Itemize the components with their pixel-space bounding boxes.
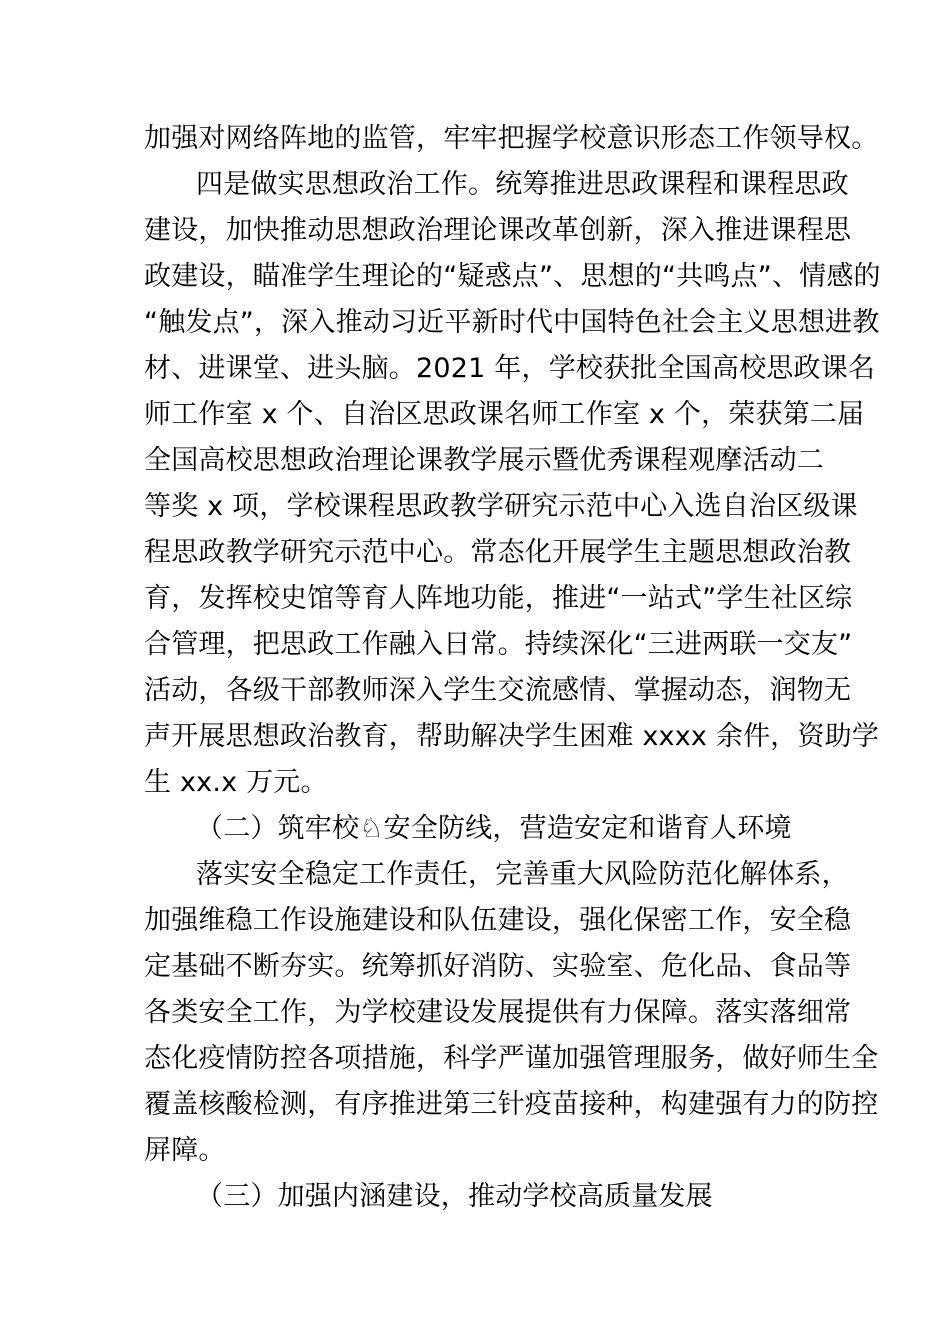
text-line: 屏障。 [144,1135,226,1166]
text-line: 育，发挥校史馆等育人阵地功能，推进“一站式”学生社区综 [144,583,853,614]
text-line: 等奖 x 项，学校课程思政教学研究示范中心入选自治区级课 [144,491,858,522]
text-line: 四是做实思想政治工作。统筹推进思政课程和课程思政 [196,169,849,200]
text-line: 各类安全工作，为学校建设发展提供有力保障。落实落细常 [144,997,852,1028]
text-line: 加强维稳工作设施建设和队伍建设，强化保密工作，安全稳 [144,905,852,936]
text-line: 落实安全稳定工作责任，完善重大风险防范化解体系， [196,859,849,890]
text-line: 合管理，把思政工作融入日常。持续深化“三进两联一交友” [144,629,853,660]
text-line: 生 xx.x 万元。 [144,767,328,798]
text-line: 定基础不断夯实。统筹抓好消防、实验室、危化品、食品等 [144,951,852,982]
section-heading: （三）加强内涵建设，推动学校高质量发展 [196,1181,713,1212]
text-line: 覆盖核酸检测，有序推进第三针疫苗接种，构建强有力的防控 [144,1089,879,1120]
text-line: 声开展思想政治教育，帮助解决学生困难 xxxx 余件，资助学 [144,721,880,752]
text-line: 程思政教学研究示范中心。常态化开展学生主题思想政治教 [144,537,852,568]
text-line: 政建设，瞄准学生理论的“疑惑点”、思想的“共鸣点”、情感的 [144,261,881,292]
text-line: 师工作室 x 个、自治区思政课名师工作室 x 个，荣获第二届 [144,399,865,430]
text-line: 加强对网络阵地的监管，牢牢把握学校意识形态工作领导权。 [144,123,879,154]
text-line: 全国高校思想政治理论课教学展示暨优秀课程观摩活动二 [144,445,824,476]
text-line: 活动，各级干部教师深入学生交流感情、掌握动态，润物无 [144,675,852,706]
section-heading: （二）筑牢校♘安全防线，营造安定和谐育人环境 [196,813,792,844]
text-line: “触发点”，深入推动习近平新时代中国特色社会主义思想进教 [144,307,880,338]
text-line: 态化疫情防控各项措施，科学严谨加强管理服务，做好师生全 [144,1043,879,1074]
text-line: 材、进课堂、进头脑。2021 年，学校获批全国高校思政课名 [144,353,876,384]
text-line: 建设，加快推动思想政治理论课改革创新，深入推进课程思 [144,215,852,246]
